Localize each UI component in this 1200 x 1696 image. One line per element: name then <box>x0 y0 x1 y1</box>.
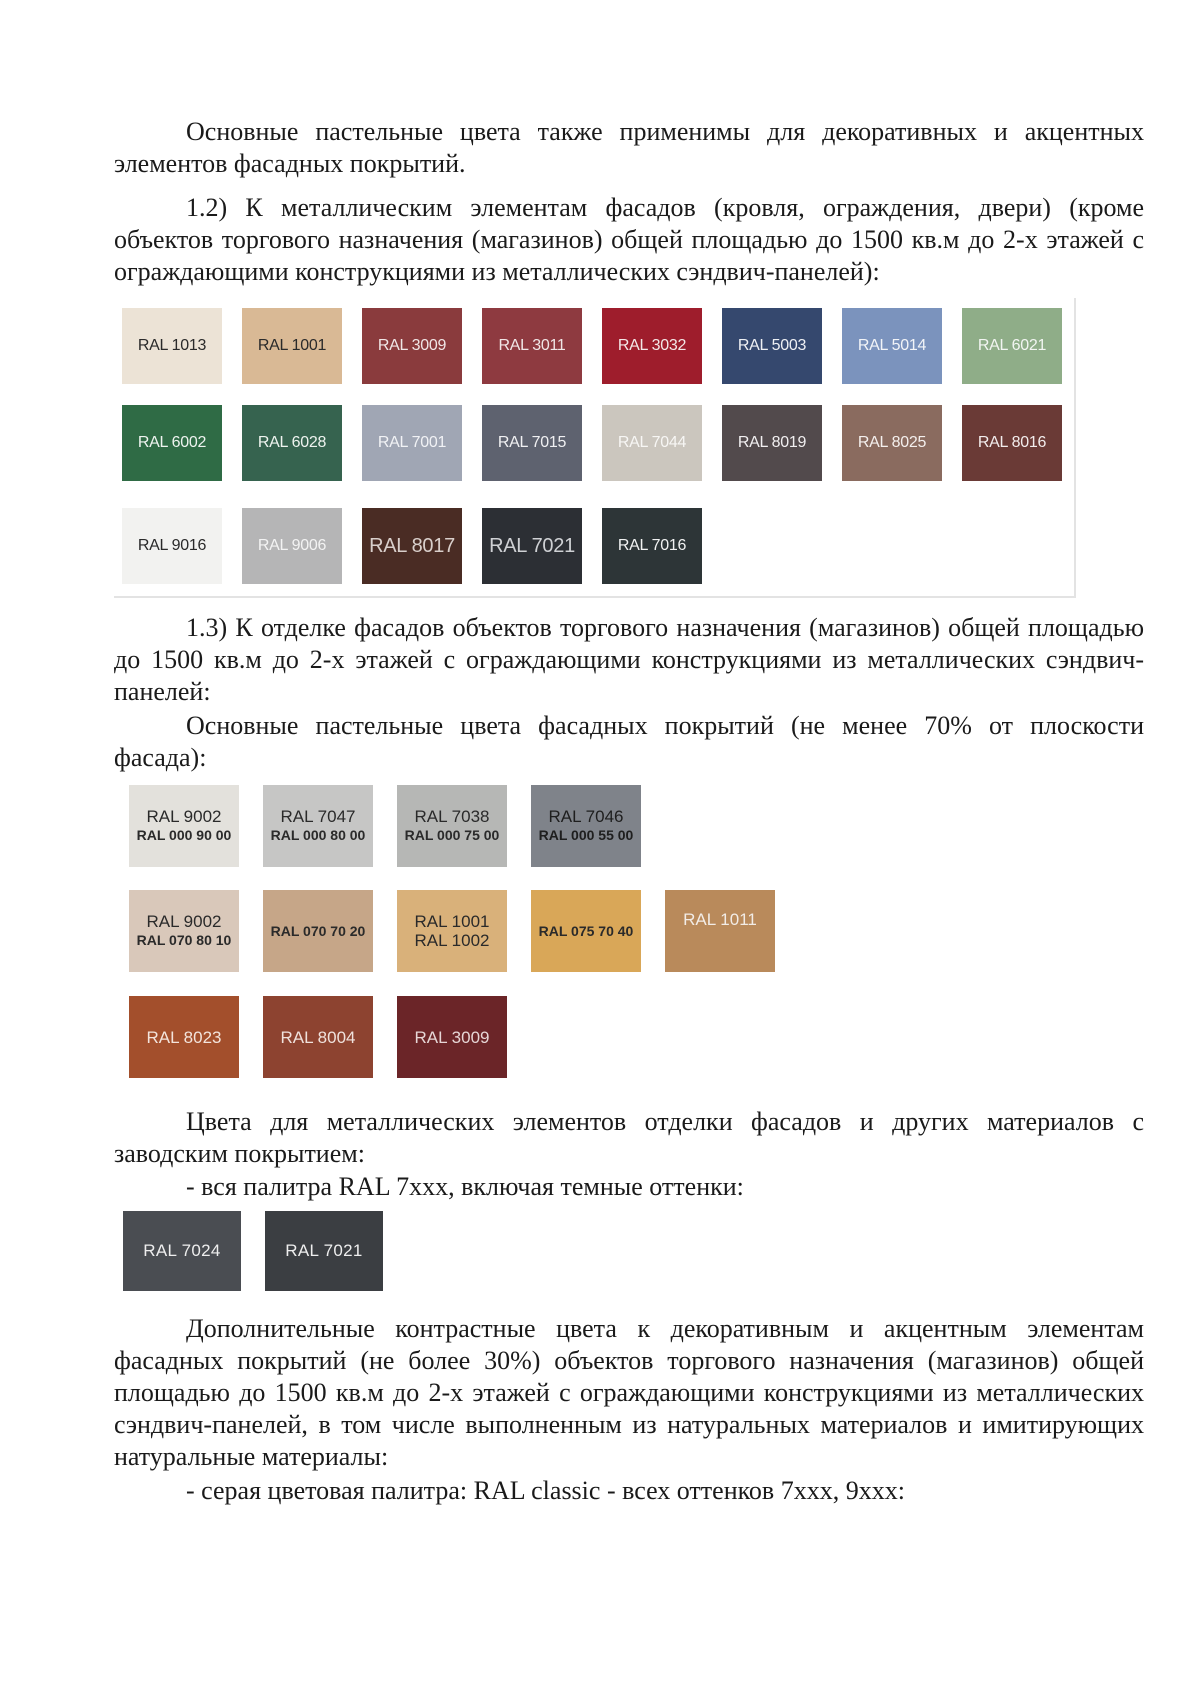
swatch-p2-4 <box>531 785 641 867</box>
swatch-p2-8 <box>531 890 641 972</box>
swatch-15 <box>842 405 942 481</box>
swatch-8 <box>962 308 1062 384</box>
swatch-2 <box>242 308 342 384</box>
swatch-p2-10 <box>129 996 239 1078</box>
swatch-label: RAL 7044 <box>617 434 687 451</box>
paragraph-pastel-70: Основные пастельные цвета фасадных покрытий (не менее 70% от плоскости фасада): <box>114 711 1144 772</box>
swatch-label: RAL 3032 <box>617 337 687 354</box>
swatch-p2-7 <box>397 890 507 972</box>
swatch-p2-9 <box>665 890 775 972</box>
paragraph-1-3-shop-facades: 1.3) К отделке фасадов объектов торгового назначения (магазинов) общей площадью до 1500 кв.м до 2-х этажей с ограждающими конструкциями из металлических сэндвич-панелей: <box>114 613 1144 706</box>
swatch-label: RAL 7038 <box>414 807 490 826</box>
swatch-label: RAL 9002 <box>146 807 222 826</box>
swatch-18 <box>242 508 342 584</box>
swatch-label: RAL 9006 <box>257 537 327 554</box>
swatch-p2-6 <box>263 890 373 972</box>
swatch-label: RAL 3011 <box>498 337 566 354</box>
swatch-label: RAL 7015 <box>497 434 567 451</box>
swatch-label: RAL 1001 <box>414 912 490 931</box>
swatch-p2-12 <box>397 996 507 1078</box>
swatch-17 <box>122 508 222 584</box>
swatch-label: RAL 6028 <box>257 434 327 451</box>
swatch-label: RAL 7024 <box>143 1241 221 1260</box>
swatch-sublabel: RAL 000 75 00 <box>404 827 500 843</box>
swatch-label: RAL 6021 <box>977 337 1047 354</box>
swatch-11 <box>362 405 462 481</box>
swatch-label: RAL 3009 <box>414 1027 490 1047</box>
swatch-7 <box>842 308 942 384</box>
paragraph-metal-finishing-colors: Цвета для металлических элементов отделки фасадов и других материалов с заводским покрытием: <box>114 1107 1144 1168</box>
swatch-label: RAL 5014 <box>857 337 927 354</box>
swatch-9 <box>122 405 222 481</box>
bullet-grey-palette: - серая цветовая палитра: RAL classic - всех оттенков 7xxx, 9xxx: <box>186 1476 905 1505</box>
swatch-label: RAL 5003 <box>737 337 807 354</box>
swatch-p2-11 <box>263 996 373 1078</box>
swatch-label: RAL 7021 <box>489 534 575 557</box>
swatch-label: RAL 8017 <box>369 534 455 557</box>
swatch-label: RAL 9002 <box>146 912 222 931</box>
swatch-label: RAL 8016 <box>977 434 1047 451</box>
swatch-label: RAL 1011 <box>683 910 757 929</box>
swatch-p3-1 <box>123 1211 241 1291</box>
swatch-19 <box>362 508 462 584</box>
swatch-label: RAL 8025 <box>857 434 927 451</box>
swatch-16 <box>962 405 1062 481</box>
swatch-4 <box>482 308 582 384</box>
swatch-sublabel: RAL 075 70 40 <box>538 922 634 939</box>
swatch-p2-5 <box>129 890 239 972</box>
swatch-label: RAL 8004 <box>280 1027 356 1047</box>
swatch-label: RAL 8019 <box>737 434 807 451</box>
swatch-14 <box>722 405 822 481</box>
bullet-ral-7xxx: - вся палитра RAL 7xxx, включая темные оттенки: <box>186 1172 744 1201</box>
swatch-label: RAL 7001 <box>377 434 447 451</box>
swatch-sublabel: RAL 000 90 00 <box>136 827 232 843</box>
swatch-21 <box>602 508 702 584</box>
paragraph-pastel-decorative: Основные пастельные цвета также применимы для декоративных и акцентных элементов фасадных покрытий. <box>114 117 1144 178</box>
palette-metal-elements <box>114 298 1076 598</box>
swatch-label: RAL 7047 <box>280 807 356 826</box>
swatch-label: RAL 7021 <box>285 1241 363 1260</box>
swatch-12 <box>482 405 582 481</box>
swatch-sublabel: RAL 000 80 00 <box>270 827 366 843</box>
swatch-sublabel: RAL 070 80 10 <box>136 932 232 948</box>
swatch-20 <box>482 508 582 584</box>
swatch-label: RAL 3009 <box>377 337 447 354</box>
swatch-label: RAL 6002 <box>137 434 207 451</box>
swatch-sublabel: RAL 070 70 20 <box>270 922 366 939</box>
swatch-label: RAL 7046 <box>548 807 624 826</box>
swatch-label: RAL 1001 <box>257 337 327 354</box>
paragraph-1-2-metal-elements: 1.2) К металлическим элементам фасадов (кровля, ограждения, двери) (кроме объектов торгового назначения (магазинов) общей площадью до 1500 кв.м до 2-х этажей с ограждающими конструкциями из металлических сэндвич-панелей): <box>114 193 1144 286</box>
swatch-13 <box>602 405 702 481</box>
swatch-p2-3 <box>397 785 507 867</box>
swatch-label: RAL 8023 <box>146 1027 222 1047</box>
swatch-3 <box>362 308 462 384</box>
swatch-label: RAL 7016 <box>617 537 687 554</box>
swatch-p2-1 <box>129 785 239 867</box>
swatch-p2-2 <box>263 785 373 867</box>
swatch-10 <box>242 405 342 481</box>
swatch-label-2: RAL 1002 <box>414 931 490 950</box>
swatch-p3-2 <box>265 1211 383 1291</box>
swatch-label: RAL 9016 <box>137 537 207 554</box>
swatch-6 <box>722 308 822 384</box>
swatch-5 <box>602 308 702 384</box>
swatch-sublabel: RAL 000 55 00 <box>538 827 634 843</box>
swatch-label: RAL 1013 <box>137 337 207 354</box>
swatch-1 <box>122 308 222 384</box>
paragraph-contrast-colors: Дополнительные контрастные цвета к декоративным и акцентным элементам фасадных покрытий (не более 30%) объектов торгового назначения (магазинов) общей площадью до 1500 кв.м до 2-х этажей с ограждающими конструкциями из металлических сэндвич-панелей, в том числе выполненным из натуральных материалов и имитирующих натуральные материалы: <box>114 1314 1144 1471</box>
